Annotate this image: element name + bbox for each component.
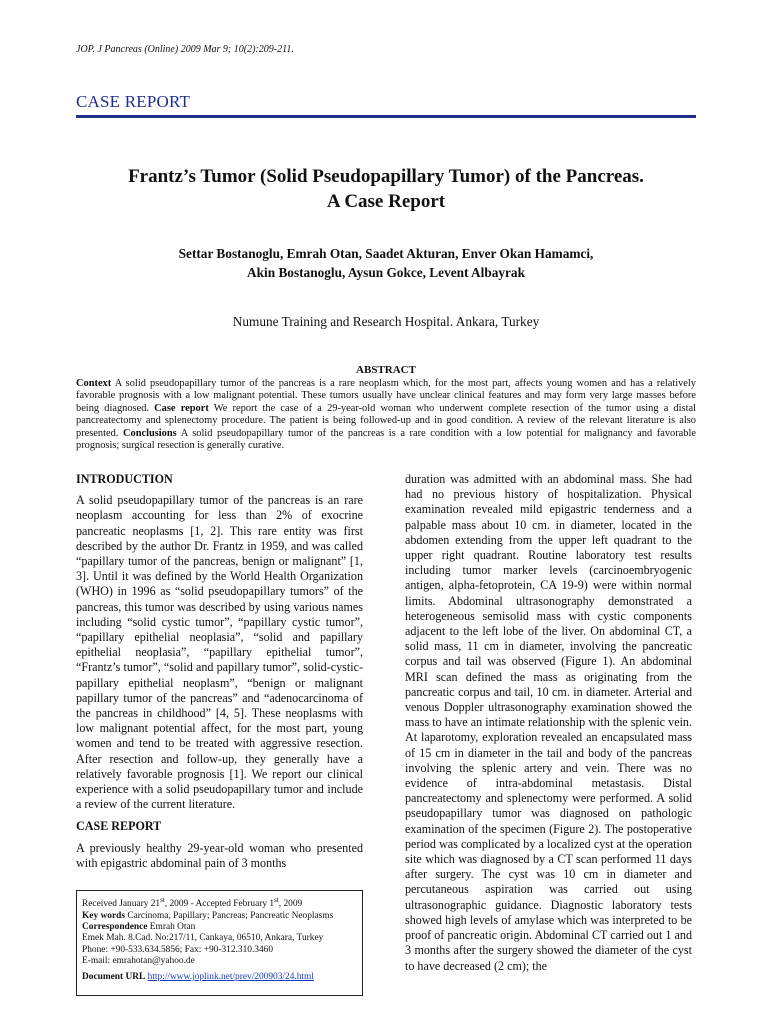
title-line-1: Frantz’s Tumor (Solid Pseudopapillary Tumor) of the Pancreas. <box>128 166 644 187</box>
accepted-text: , 2009 - Accepted February 1 <box>164 899 275 910</box>
case-report-heading: CASE REPORT <box>76 819 162 834</box>
received-suffix: st <box>160 896 165 904</box>
year-text: , 2009 <box>278 899 303 910</box>
correspondence-label: Correspondence <box>82 921 148 932</box>
accepted-suffix: st <box>274 896 279 904</box>
correspondence <box>82 922 357 933</box>
keywords-label: Key words <box>82 910 125 921</box>
keywords <box>82 911 357 922</box>
abstract-context-text: A solid pseudopapillary tumor of the pancreas is a rare neoplasm which, for the most part, affects young women and has a relatively favorable prognosis with a low malignant potential. These tumors usually have unclear clinical features and may form very large masses before being diagnosed. <box>76 378 696 414</box>
received-accepted-dates <box>82 895 357 911</box>
authors-line-2: Akin Bostanoglu, Aysun Gokce, Levent Albayrak <box>247 265 525 280</box>
correspondence-phone: Phone: +90-533.634.5856; Fax: +90-312.310.3460 <box>82 944 274 955</box>
document-url <box>82 972 357 983</box>
section-label: CASE REPORT <box>76 92 191 111</box>
abstract-conclusions-label: Conclusions <box>123 427 177 439</box>
title-line-2: A Case Report <box>326 191 446 212</box>
left-column <box>76 472 363 878</box>
affiliation: Numune Training and Research Hospital. Ankara, Turkey <box>232 314 540 329</box>
abstract-conclusions-text: A solid pseudopapillary tumor of the pancreas is a rare condition with a low potential for malignancy and favorable prognosis; surgical resection is generally curative. <box>76 427 696 452</box>
abstract-context-label: Context <box>76 378 112 389</box>
article-info-box <box>76 890 363 996</box>
correspondence-name: Emrah Otan <box>147 921 196 932</box>
abstract-body <box>76 378 696 452</box>
article-title <box>76 164 696 214</box>
introduction-paragraph: A solid pseudopapillary tumor of the pancreas is an rare neoplasm accounting for less than 2% of exocrine pancreatic neoplasms [1, 2]. This rare entity was first described by the author Dr. Frantz in 1959, and was called “papillary tumor of the pancreas, benign or malignant” [1, 3]. Until it was defined by the World Health Organization (WHO) in 1996 as “solid pseudopapillary tumors” of the pancreas, this tumor was described by using various names including “solid cystic tumor”, “papillary cystic tumor”, “papillary epithelial neoplasia”, “solid and papillary epithelial neoplasia”, “papillary epithelial tumor”, “Frantz’s tumor”, “solid and papillary tumor”, solid-cystic-papillary epithelial neoplasm”, “benign or malignant papillary tumor of the pancreas” and “adenocarcinoma of the pancreas in childhood” [4, 5]. These neoplasms with low malignant potential affect, for the most part, young women and tend to be treated with aggressive resection. After resection and follow-up, they generally have a relatively favorable prognosis [1]. We report our clinical experience with a solid pseudopapillary tumor and include a review of the current literature. <box>76 493 363 812</box>
journal-citation: JOP. J Pancreas (Online) 2009 Mar 9; 10(2):209-211. <box>76 44 294 55</box>
abstract-heading: ABSTRACT <box>356 364 416 376</box>
received-text: Received January 21 <box>82 899 161 910</box>
case-report-paragraph-continued: duration was admitted with an abdominal mass. She had had no previous history of hospitalization. Physical examination revealed mild epigastric tenderness and a palpable mass about 10 cm. in diameter, located in the abdomen extending from the upper left quadrant to the upper right quadrant. Routine laboratory test results including tumor marker levels (carcinoembryogenic antigen, alpha-fetoprotein, CA 19-9) were within normal limits. Abdominal ultrasonography demonstrated a heterogeneous semisolid mass with cystic components adjacent to the left lobe of the liver. On abdominal CT, a solid mass, 11 cm in diameter, involving the pancreatic corpus and tail was observed (Figure 1). An abdominal MRI scan defined the mass as originating from the pancreatic corpus and tail, 10 cm. in diameter. Arterial and venous Doppler ultrasonography examination showed the mass to have an intimate relationship with the splenic vein. At laparotomy, exploration revealed an encapsulated mass of 15 cm in diameter in the tail and body of the pancreas involving the splenic artery and vein. There was no evidence of intra-abdominal metastasis. Distal pancreatectomy and splenectomy were performed. A solid pseudopapillary tumor was diagnosed on pathologic examination of the specimen (Figure 2). The postoperative period was complicated by a localized cyst at the operation site which was diagnosed by a CT scan performed 11 days after surgery. The cyst was 10 cm in diameter and percutaneous aspiration was carried out using ultrasonographic guidance. Diagnostic laboratory tests showed high levels of amylase which was interpreted to be proof of pancreatic origin. Abdominal CT carried out 1 and 3 months after the surgery showed the diameter of the cyst to have decreased (2 cm); the <box>405 472 692 973</box>
abstract-case-text: We report the case of a 29-year-old woman who underwent complete resection of the tumor using a distal pancreatectomy and splenectomy procedure. The patient is being followed-up and in good condition. A review of the relevant literature is also presented. <box>76 402 696 439</box>
keywords-text: Carcinoma, Papillary; Pancreas; Pancreatic Neoplasms <box>124 910 334 921</box>
correspondence-email[interactable]: E-mail: emrahotan@yahoo.de <box>82 956 195 967</box>
header-rule <box>76 115 696 118</box>
case-report-paragraph-start: A previously healthy 29-year-old woman who presented with epigastric abdominal pain of 3 months <box>76 840 363 870</box>
document-url-link[interactable]: http://www.joplink.net/prev/200903/24.html <box>147 971 314 982</box>
authors-line-1: Settar Bostanoglu, Emrah Otan, Saadet Akturan, Enver Okan Hamamci, <box>178 246 594 261</box>
author-list <box>76 244 696 282</box>
abstract-case-label: Case report <box>154 402 209 414</box>
introduction-heading: INTRODUCTION <box>76 472 173 486</box>
document-url-label: Document URL <box>82 971 146 982</box>
right-column <box>405 472 692 981</box>
correspondence-address: Emek Mah. 8.Cad. No:217/11, Cankaya, 06510, Ankara, Turkey <box>82 933 324 944</box>
